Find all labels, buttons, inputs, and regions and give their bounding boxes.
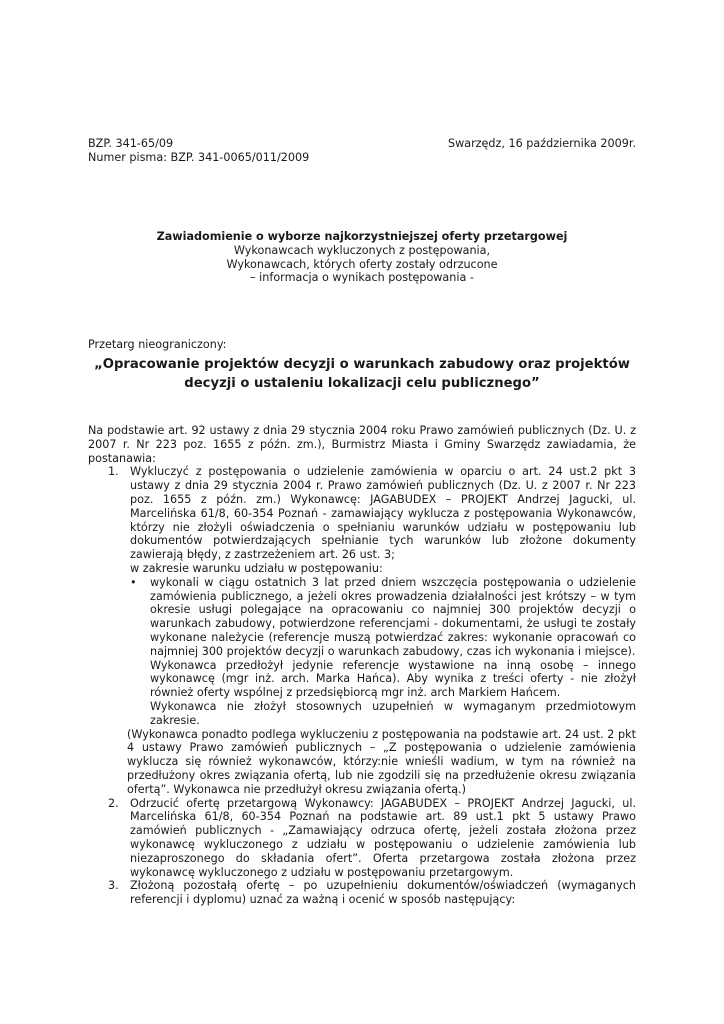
tender-block: [88, 338, 636, 394]
condition-paragraph-3: Wykonawca nie złożył stosownych uzupełnień w wymaganym przedmiotowym zakresie.: [150, 699, 636, 727]
list-item-subheading: w zakresie warunku udziału w postępowaniu:: [130, 561, 383, 575]
notice-title: Zawiadomienie o wyborze najkorzystniejszej oferty przetargowej: [156, 230, 568, 243]
list-item-text: Odrzucić ofertę przetargową Wykonawcy: JAGABUDEX – PROJEKT Andrzej Jagucki, ul. Marcelińska 61/8, 60-354 Poznań na podstawie art. 89 ust.1 pkt 5 ustawy Prawo zamówień publicznych - „Zamawiający odrzuca ofertę, jeżeli została złożona przez wykonawcę wykluczonego z udziału w postępowaniu o udzielenie zamówienia lub niezaproszonego do składania ofert”. Oferta przetargowa została złożona przez wykonawcę wykluczonego z udziału w postępowaniu przetargowym.: [130, 796, 636, 879]
header-row: [88, 137, 636, 151]
list-item-number: 2.: [108, 796, 119, 810]
reference-number: BZP. 341-65/09: [88, 137, 174, 150]
condition-paragraph-2: Wykonawca przedłożył jedynie referencje wystawione na inną osobę – innego wykonawcę (mgr inż. arch. Marka Hańca). Aby wynika z treści oferty - nie złożył również oferty wspólnej z przedsiębiorcą mgr inż. arch Markiem Hańcem.: [150, 658, 636, 700]
decision-list: [88, 465, 636, 907]
list-item: [88, 797, 636, 880]
list-item-number: 1.: [108, 465, 119, 479]
list-item-number: 3.: [108, 879, 119, 893]
exclusion-note: (Wykonawca ponadto podlega wykluczeniu z postępowania na podstawie art. 24 ust. 2 pkt 4 ustawy Prawo zamówień publicznych – „Z postępowania o udzielenie zamówienia wyklucza się również wykonawców, którzy:nie wnieśli wadium, w tym na również na przedłużony okres związania ofertą, lub nie zgodzili się na przedłużenie okresu związania ofertą”. Wykonawca nie przedłużył okresu związania ofertą.): [127, 727, 636, 796]
intro-paragraph: Na podstawie art. 92 ustawy z dnia 29 stycznia 2004 roku Prawo zamówień publicznych (Dz. U. z 2007 r. Nr 223 poz. 1655 z późn. zm.), Burmistrz Miasta i Gminy Swarzędz zawiadamia, że postanawia:: [88, 424, 636, 465]
letter-header: [88, 137, 636, 165]
condition-item: [130, 576, 636, 728]
list-item: [88, 465, 636, 796]
document-body: [88, 424, 636, 907]
condition-list: [130, 576, 636, 728]
list-item-text: Wykluczyć z postępowania o udzielenie zamówienia w oparciu o art. 24 ust.2 pkt 3 ustawy z dnia 29 stycznia 2004 r. Prawo zamówień publicznych (Dz. U. z 2007 r. Nr 223 poz. 1655 z późn. zm.) Wykonawcę: JAGABUDEX – PROJEKT Andrzej Jagucki, ul. Marcelińska 61/8, 60-354 Poznań - zamawiający wyklucza z postępowania Wykonawców, którzy nie złożyli oświadczenia o spełnianiu warunków udziału w postępowaniu lub dokumentów potwierdzających spełnianie tych warunków lub złożone dokumenty zawierają błędy, z zastrzeżeniem art. 26 ust. 3;: [130, 465, 636, 562]
letter-number: Numer pisma: BZP. 341-0065/011/2009: [88, 150, 310, 164]
place-date: Swarzędz, 16 października 2009r.: [447, 137, 636, 150]
notice-line-3: – informacja o wynikach postępowania -: [250, 271, 474, 285]
condition-text: wykonali w ciągu ostatnich 3 lat przed dniem wszczęcia postępowania o udzielenie zamówienia publicznego, a jeżeli okres prowadzenia działalności jest krótszy – w tym okresie usługi polegające na opracowaniu co najmniej 300 projektów decyzji o warunkach zabudowy, potwierdzone referencjami - dokumentami, że usługi te zostały wykonane należycie (referencje muszą potwierdzać zakres: wykonanie opracowań co najmniej 300 projektów decyzji o warunkach zabudowy, czas ich wykonania i miejsce).: [150, 575, 636, 658]
tender-name: „Opracowanie projektów decyzji o warunkach zabudowy oraz projektów decyzji o ustaleniu lokalizacji celu publicznego”: [94, 356, 630, 392]
list-item: [88, 879, 636, 907]
notice-title-block: [88, 230, 636, 285]
bullet-icon: •: [130, 575, 137, 589]
notice-line-2: Wykonawcach, których oferty zostały odrzucone: [226, 257, 498, 271]
tender-mode: Przetarg nieograniczony:: [88, 338, 227, 351]
notice-line-1: Wykonawcach wykluczonych z postępowania,: [233, 243, 491, 257]
list-item-text: Złożoną pozostałą ofertę – po uzupełnieniu dokumentów/oświadczeń (wymaganych referencji i dyplomu) uznać za ważną i ocenić w sposób następujący:: [130, 879, 636, 907]
